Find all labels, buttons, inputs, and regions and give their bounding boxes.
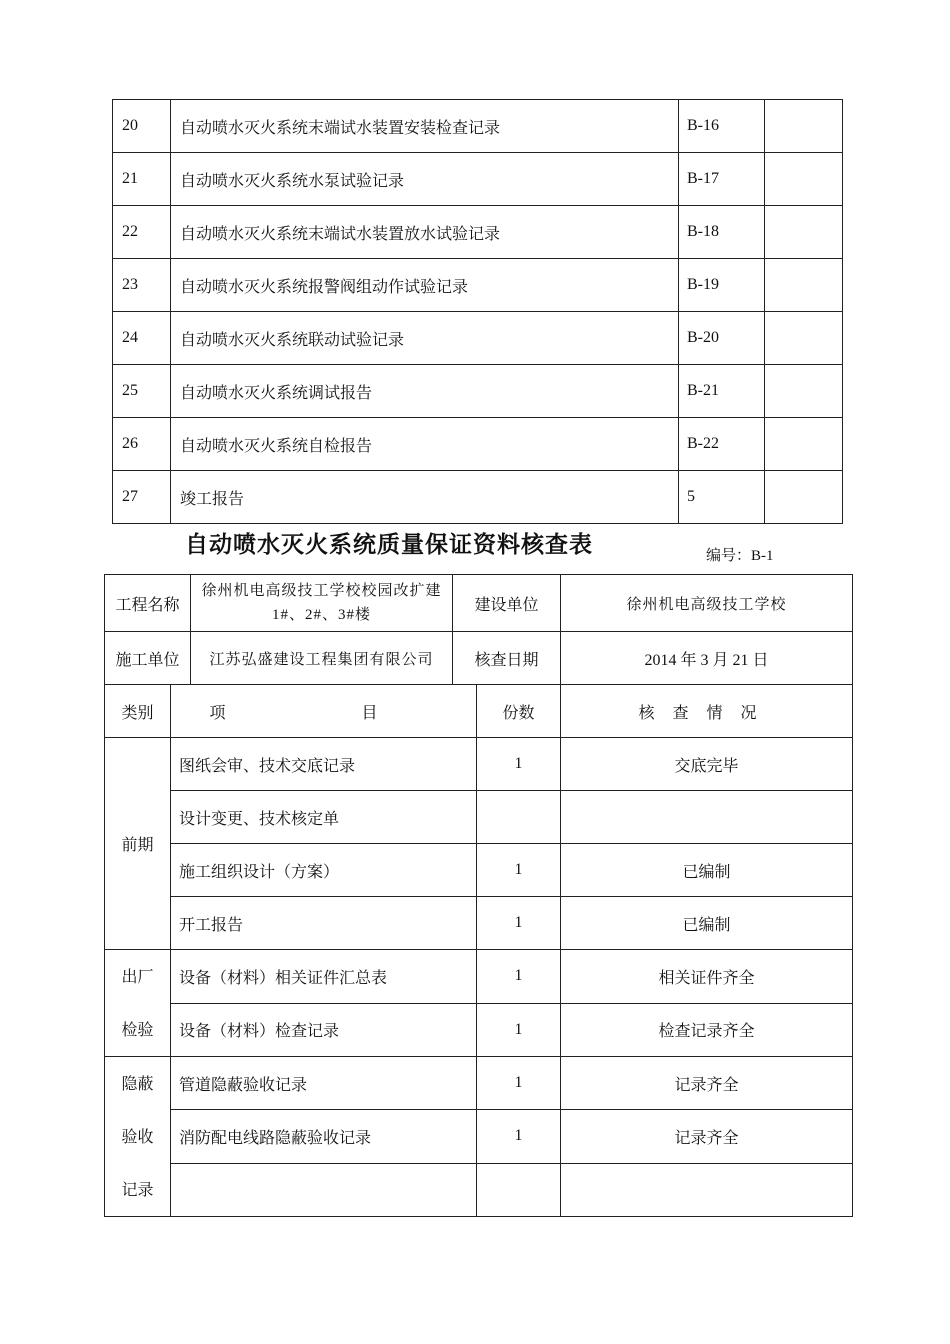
row-number: 20 bbox=[113, 100, 171, 153]
check-header: 核查情况 bbox=[561, 685, 853, 738]
check-cell: 交底完毕 bbox=[561, 738, 853, 791]
record-code: B-19 bbox=[679, 259, 765, 312]
category-factory-line1: 出厂 bbox=[121, 967, 154, 986]
record-name: 自动喷水灭火系统末端试水装置放水试验记录 bbox=[171, 206, 679, 259]
category-hidden-line1: 隐蔽 bbox=[121, 1074, 154, 1093]
category-factory-line2: 检验 bbox=[121, 1020, 154, 1039]
qty-cell: 1 bbox=[477, 1057, 561, 1110]
remark-cell bbox=[765, 418, 843, 471]
record-name: 自动喷水灭火系统联动试验记录 bbox=[171, 312, 679, 365]
contractor-row bbox=[105, 632, 853, 685]
document-number: 编号：B-1 bbox=[706, 548, 774, 564]
item-cell: 开工报告 bbox=[171, 897, 477, 950]
contractor-value: 江苏弘盛建设工程集团有限公司 bbox=[191, 632, 453, 685]
remark-cell bbox=[765, 153, 843, 206]
table-row bbox=[105, 1057, 853, 1110]
remark-cell bbox=[765, 471, 843, 524]
project-row bbox=[105, 575, 853, 632]
record-code: 5 bbox=[679, 471, 765, 524]
record-code: B-20 bbox=[679, 312, 765, 365]
qty-cell: 1 bbox=[477, 1003, 561, 1057]
remark-cell bbox=[765, 259, 843, 312]
record-name: 自动喷水灭火系统调试报告 bbox=[171, 365, 679, 418]
record-code: B-16 bbox=[679, 100, 765, 153]
table-row bbox=[105, 1003, 853, 1057]
column-header-row bbox=[105, 685, 853, 738]
quality-assurance-table bbox=[104, 574, 853, 1217]
date-value: 2014 年 3 月 21 日 bbox=[561, 632, 853, 685]
remark-cell bbox=[765, 365, 843, 418]
qty-header: 份数 bbox=[477, 685, 561, 738]
check-cell: 相关证件齐全 bbox=[561, 950, 853, 1004]
table-row bbox=[113, 312, 843, 365]
record-code: B-17 bbox=[679, 153, 765, 206]
category-factory bbox=[105, 950, 171, 1057]
qty-cell bbox=[477, 791, 561, 844]
category-hidden bbox=[105, 1057, 171, 1217]
project-value: 徐州机电高级技工学校校园改扩建 1#、2#、3#楼 bbox=[191, 575, 453, 632]
item-header: 项 目 bbox=[171, 685, 477, 738]
qty-cell: 1 bbox=[477, 844, 561, 897]
table-row bbox=[113, 418, 843, 471]
row-number: 24 bbox=[113, 312, 171, 365]
item-cell: 消防配电线路隐蔽验收记录 bbox=[171, 1110, 477, 1163]
check-cell: 已编制 bbox=[561, 844, 853, 897]
date-label: 核查日期 bbox=[453, 632, 561, 685]
item-cell: 管道隐蔽验收记录 bbox=[171, 1057, 477, 1110]
remark-cell bbox=[765, 100, 843, 153]
table-row bbox=[113, 153, 843, 206]
checklist-continuation-table bbox=[112, 99, 843, 524]
record-name: 竣工报告 bbox=[171, 471, 679, 524]
item-cell bbox=[171, 1163, 477, 1216]
builder-value: 徐州机电高级技工学校 bbox=[561, 575, 853, 632]
record-code: B-18 bbox=[679, 206, 765, 259]
category-hidden-line2: 验收 bbox=[121, 1127, 154, 1146]
table-row bbox=[113, 206, 843, 259]
qty-cell: 1 bbox=[477, 1110, 561, 1163]
table-row bbox=[113, 100, 843, 153]
record-name: 自动喷水灭火系统末端试水装置安装检查记录 bbox=[171, 100, 679, 153]
row-number: 26 bbox=[113, 418, 171, 471]
row-number: 27 bbox=[113, 471, 171, 524]
record-name: 自动喷水灭火系统水泵试验记录 bbox=[171, 153, 679, 206]
row-number: 22 bbox=[113, 206, 171, 259]
category-header: 类别 bbox=[105, 685, 171, 738]
form-title: 自动喷水灭火系统质量保证资料核查表 bbox=[185, 532, 593, 558]
check-cell: 已编制 bbox=[561, 897, 853, 950]
record-code: B-21 bbox=[679, 365, 765, 418]
table-row bbox=[113, 471, 843, 524]
table-row bbox=[113, 259, 843, 312]
category-early: 前期 bbox=[105, 738, 171, 950]
project-label: 工程名称 bbox=[105, 575, 191, 632]
row-number: 23 bbox=[113, 259, 171, 312]
table-row bbox=[105, 897, 853, 950]
record-name: 自动喷水灭火系统报警阀组动作试验记录 bbox=[171, 259, 679, 312]
row-number: 25 bbox=[113, 365, 171, 418]
check-cell: 记录齐全 bbox=[561, 1057, 853, 1110]
table-row bbox=[105, 950, 853, 1004]
item-cell: 施工组织设计（方案） bbox=[171, 844, 477, 897]
remark-cell bbox=[765, 206, 843, 259]
record-name: 自动喷水灭火系统自检报告 bbox=[171, 418, 679, 471]
item-cell: 设备（材料）检查记录 bbox=[171, 1003, 477, 1057]
table-row bbox=[105, 1110, 853, 1163]
table-row bbox=[105, 738, 853, 791]
qty-cell: 1 bbox=[477, 738, 561, 791]
item-cell: 设计变更、技术核定单 bbox=[171, 791, 477, 844]
checklist-continuation-body bbox=[113, 100, 843, 524]
item-cell: 设备（材料）相关证件汇总表 bbox=[171, 950, 477, 1004]
check-cell: 检查记录齐全 bbox=[561, 1003, 853, 1057]
table-row bbox=[105, 1163, 853, 1216]
check-cell: 记录齐全 bbox=[561, 1110, 853, 1163]
qty-cell bbox=[477, 1163, 561, 1216]
builder-label: 建设单位 bbox=[453, 575, 561, 632]
qty-cell: 1 bbox=[477, 950, 561, 1004]
table-row bbox=[105, 791, 853, 844]
remark-cell bbox=[765, 312, 843, 365]
check-cell bbox=[561, 791, 853, 844]
row-number: 21 bbox=[113, 153, 171, 206]
check-cell bbox=[561, 1163, 853, 1216]
category-hidden-line3: 记录 bbox=[121, 1180, 154, 1199]
record-code: B-22 bbox=[679, 418, 765, 471]
table-row bbox=[105, 844, 853, 897]
table-row bbox=[113, 365, 843, 418]
contractor-label: 施工单位 bbox=[105, 632, 191, 685]
item-cell: 图纸会审、技术交底记录 bbox=[171, 738, 477, 791]
qty-cell: 1 bbox=[477, 897, 561, 950]
